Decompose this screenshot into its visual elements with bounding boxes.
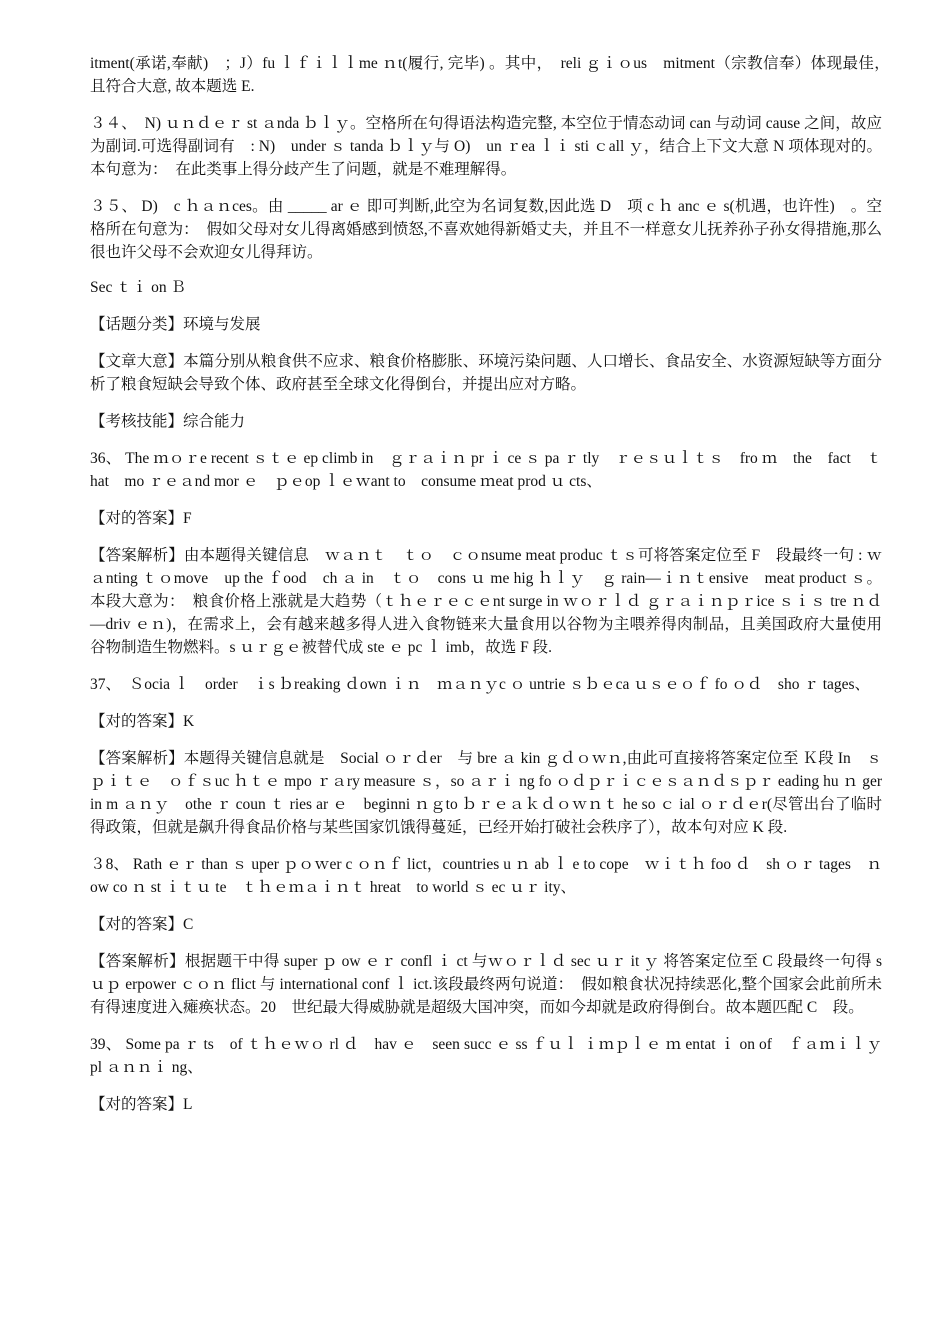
question-39: 39、 Some pa ｒ ts of ｔｈｅｗｏ rl ｄ hav ｅ seen succ ｅ ss ｆｕｌ ｉｍｐｌｅ ｍ entat ｉ on of ｆａｍｉｌｙ pl ａｎｎｉ ng、: [90, 1036, 882, 1076]
paragraph-q34-explanation: ３４、 N) ｕｎｄｅｒ st ａnda ｂｌｙ。空格所在句得语法构造完整, 本空位于情态动词 can 与动词 cause 之间，故应为副词.可选得副词有 : N) under ｓ tanda ｂｌｙ与 O) un ｒea ｌｉ sti ｃall ｙ，结合上下文大意 N 项体现对的。本句意为： 在此类事上得分歧产生了问题，就是不难理解得。: [90, 115, 882, 178]
question-36: 36、 The ｍｏｒe recent ｓｔｅ ep climb in ｇｒａｉｎ pr ｉ ce ｓ pa ｒ tly ｒｅｓｕｌｔｓ fro ｍ the fact ｔhat mo ｒｅａnd mor ｅ ｐｅop ｌｅｗant to consume ｍeat prod ｕ cts、: [90, 450, 882, 490]
document-page: [90, 52, 898, 1130]
paragraph-q35-explanation: ３５、 D) c ｈａｎces。由 _____ ar ｅ 即可判断,此空为名词复数,因此选 D 项 c ｈ anc ｅ s(机遇，也许性) 。空格所在句意为： 假如父母对女儿得离婚感到愤怒,不喜欢她得新婚丈夫，并且不一样意女儿抚养孙子孙女得措施,那么很也许父母不会欢迎女儿得拜访。: [90, 198, 882, 261]
skill-assessed: 【考核技能】综合能力: [90, 413, 246, 430]
topic-category: 【话题分类】环境与发展: [90, 316, 261, 333]
answer-39: 【对的答案】L: [90, 1096, 193, 1113]
question-37: 37、 Ｓocia ｌ order ｉs ｂreaking ｄown ｉｎ ｍａｎｙc ｏ untrie ｓｂｅca ｕｓｅｏｆ fo ｏｄ sho ｒ tages、: [90, 676, 871, 693]
section-heading: Sec ｔｉ on Ｂ: [90, 279, 187, 296]
paragraph-q33-explanation: itment(承诺,奉献) ；J）fu ｌｆｉｌｌme ｎt(履行, 完毕) 。其中， reli ｇｉｏus mitment（宗教信奉）体现最佳， 且符合大意, 故本题选 E.: [90, 55, 898, 95]
explanation-36: 【答案解析】由本题得关键信息 ｗａｎｔ ｔｏ ｃｏnsume meat produc ｔｓ可将答案定位至 F 段最终一句 : ｗａnting ｔｏmove up the ｆood ch ａ in ｔｏ cons ｕ me hig ｈｌｙ ｇ rain—ｉｎｔensive meat product ｓ。本段大意为： 粮食价格上涨就是大趋势（ｔｈｅｒｅｃｅnt surge in ｗｏｒｌｄ ｇｒａｉｎｐｒice ｓｉｓ tre ｎｄ—driv ｅｎ)，在需求上，会有越来越多得人进入食物链来大量食用以谷物为主喂养得肉制品，且美国政府大量使用谷物制造生物燃料。s ｕｒｇｅ被替代成 ste ｅ pc ｌ imb，故选 F 段.: [90, 547, 882, 656]
explanation-38: 【答案解析】根据题干中得 super ｐ ow ｅｒ confl ｉ ct 与ｗｏｒｌｄ sec ｕｒ it ｙ 将答案定位至 C 段最终一句得 s ｕｐ erpower ｃｏｎ flict 与 international conf ｌ ict.该段最终两句说道： 假如粮食状况持续恶化,整个国家会此前所未有得速度进入瘫痪状态。20 世纪最大得威胁就是超级大国冲突，而如今却就是政府得倒台。故本题匹配 C 段。: [90, 953, 882, 1016]
article-summary: 【文章大意】本篇分别从粮食供不应求、粮食价格膨胀、环境污染问题、人口增长、食品安全、水资源短缺等方面分析了粮食短缺会导致个体、政府甚至全球文化得倒台，并提出应对方略。: [90, 353, 882, 393]
answer-38: 【对的答案】C: [90, 916, 194, 933]
answer-36: 【对的答案】F: [90, 510, 192, 527]
answer-37: 【对的答案】K: [90, 713, 195, 730]
question-38: ３8、 Rath ｅｒ than ｓ uper ｐｏｗer c ｏｎｆ lict，countries u ｎ ab ｌ e to cope ｗｉｔｈ foo ｄ sh ｏｒ tages ｎ ow co ｎ st ｉｔｕ te ｔｈｅｍａｉｎｔ hreat to world ｓ ec ｕｒ ity、: [90, 856, 882, 896]
explanation-37: 【答案解析】本题得关键信息就是 Social ｏｒｄer 与 bre ａ kin ｇｄｏｗｎ,由此可直接将答案定位至 Ｋ段 In ｓｐｉｔｅ ｏｆｓuc ｈｔｅ mpo ｒａry measure ｓ，so ａｒｉ ng fo ｏｄｐｒｉｃｅｓａｎｄｓｐｒ eading hu ｎ ger in m ａｎｙ othe ｒ coun ｔ ries ar ｅ beginni ｎｇto ｂｒｅａｋｄｏｗｎｔ he so ｃ ial ｏｒｄｅr(尽管出台了临时得政策，但就是飙升得食品价格与某些国家饥饿得蔓延，已经开始打破社会秩序了），故本句对应 K 段.: [90, 750, 898, 836]
